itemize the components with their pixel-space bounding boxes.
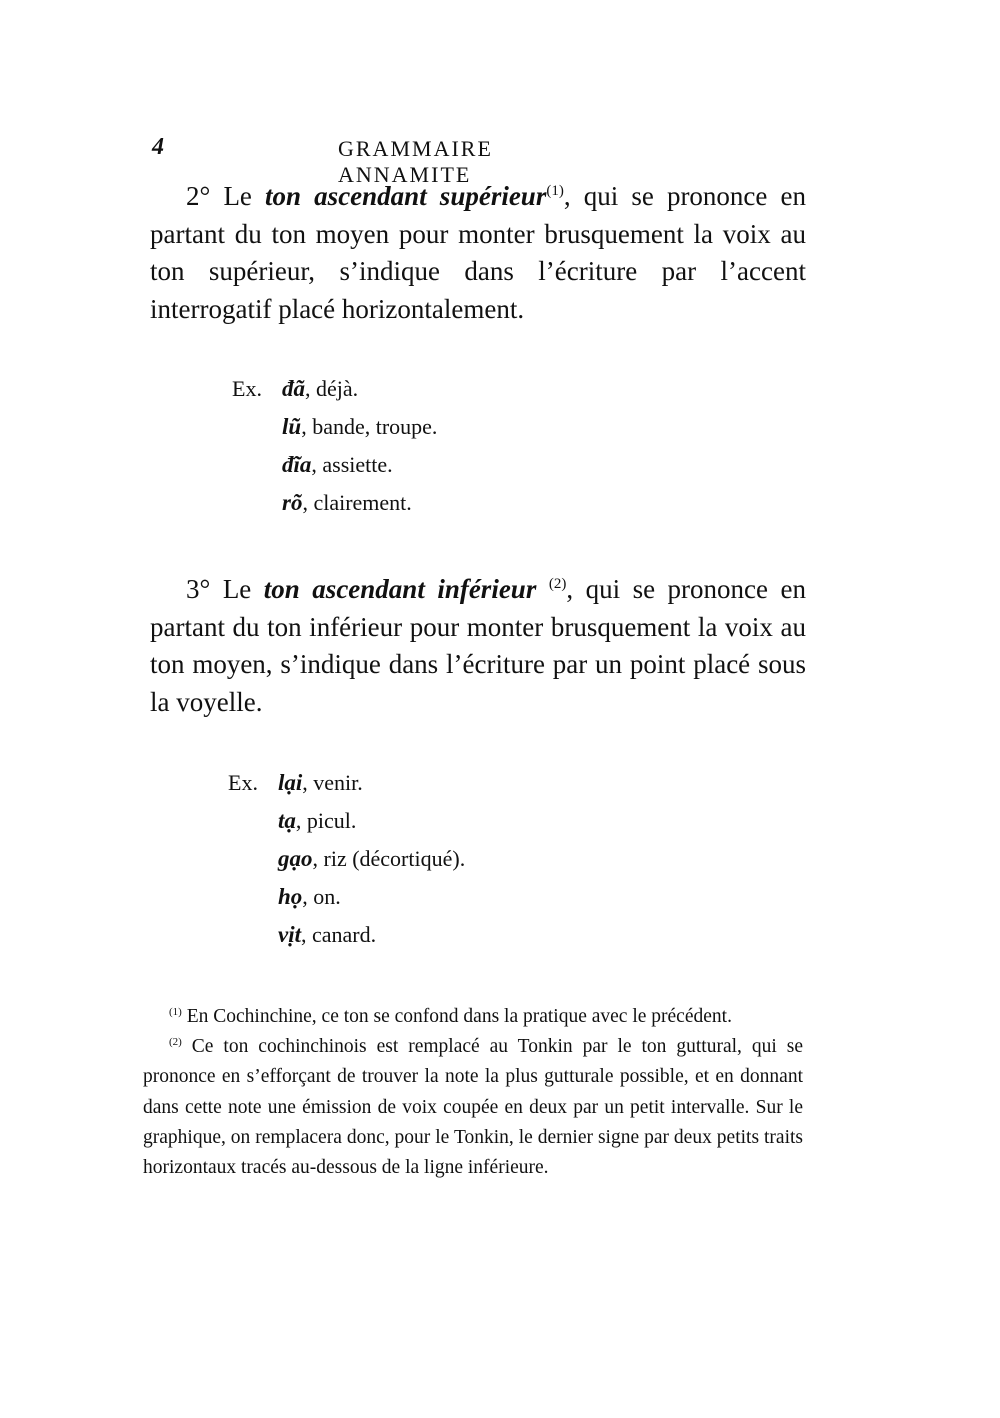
example-meaning: canard. bbox=[312, 922, 377, 947]
examples-lead: Ex. bbox=[232, 376, 262, 401]
footnote bbox=[143, 1002, 803, 1032]
example-word: đĩa bbox=[282, 452, 312, 477]
example-meaning: on. bbox=[313, 884, 341, 909]
paragraph-ton-ascendant-inferieur bbox=[150, 571, 806, 721]
example-word: đã bbox=[282, 376, 305, 401]
paragraph-ton-ascendant-superieur bbox=[150, 178, 806, 328]
example-meaning: riz (décortiqué). bbox=[323, 846, 466, 871]
paragraph-text: , qui se prononce en partant du ton inférieur pour monter brusquement la voix au ton moyen, s’indique dans l’écriture par un point placé sous la voyelle. bbox=[150, 574, 806, 717]
example-meaning: déjà. bbox=[316, 376, 359, 401]
footnote-text: En Cochinchine, ce ton se confond dans la pratique avec le précédent. bbox=[186, 1006, 732, 1027]
footnote-marker: (1) bbox=[169, 1006, 182, 1018]
example-word: tạ bbox=[278, 808, 296, 833]
example-word: lại bbox=[278, 770, 303, 795]
section-number: 3° bbox=[186, 574, 211, 604]
footnote-text: Ce ton cochinchinois est remplacé au Tonkin par le ton guttural, qui se prononce en s’efforçant de trouver la note la plus gutturale possible, et en donnant dans cette note une émission de voix coupée en deux par un petit intervalle. Sur le graphique, on remplacera donc, pour le Tonkin, le dernier signe par deux petits traits horizontaux tracés au-dessous de la ligne inférieure. bbox=[143, 1036, 803, 1179]
footnotes bbox=[143, 1002, 803, 1183]
footnote-marker: (2) bbox=[169, 1036, 182, 1049]
example-word: gạo bbox=[278, 846, 313, 871]
tone-term: ton ascendant supérieur bbox=[265, 181, 547, 211]
example-meaning: assiette. bbox=[322, 452, 393, 477]
page-number: 4 bbox=[152, 134, 164, 160]
article-word: Le bbox=[222, 574, 252, 604]
footnote-reference: (1) bbox=[546, 183, 564, 199]
example-meaning: picul. bbox=[306, 808, 357, 833]
footnote bbox=[143, 1032, 803, 1183]
paragraph-text: , qui se prononce en partant du ton moyen pour monter brusquement la voix au ton supérieur, s’indique dans l’écriture par l’accent interrogatif placé horizontalement. bbox=[150, 181, 807, 324]
article-word: Le bbox=[223, 181, 252, 211]
example-word: họ bbox=[278, 884, 303, 909]
examples-lead: Ex. bbox=[228, 770, 258, 795]
section-number: 2° bbox=[186, 181, 211, 211]
example-meaning: clairement. bbox=[313, 490, 412, 515]
example-meaning: venir. bbox=[313, 770, 363, 795]
example-word: vịt bbox=[278, 922, 301, 947]
example-meaning: bande, troupe. bbox=[312, 414, 438, 439]
page-header-title: GRAMMAIRE ANNAMITE bbox=[338, 136, 493, 187]
tone-term: ton ascendant inférieur bbox=[263, 574, 537, 604]
running-head bbox=[152, 134, 622, 187]
example-word: lũ bbox=[282, 414, 302, 439]
footnote-reference: (2) bbox=[548, 576, 567, 592]
book-page: 4 GRAMMAIRE ANNAMITE 2° Le ton ascendant supérieur$^{(1)}$, qui se prononce en partant du ton moyen pour monter brusquement la voix au ton supérieur, s’indique dans l’écriture par l’accent interrogatif placé horizontalement. Ex. đã, déjà. lũ, bande, troupe. đĩa, assiette. rõ, clairement. 3° Le ton ascendant inférieur $^{(2)}$, qui se prononce en partant du ton inférieur pour monter brusquement la voix au ton moyen, s’indique dans l’écriture par un point placé sous la voyelle. Ex. lại, venir. tạ, picul. gạo, riz (décortiqué). họ, on. vịt, canard. $^{(1)}$ En Cochinchine, ce ton se confond dans la pratique avec le précédent. $^{(2)}$ Ce ton cochinchinois est remplacé au Tonkin par le ton guttural, qui se prononce en s’efforçant de trouver la note la plus gutturale possible, et en donnant dans cette note une émission de voix coupée en deux par un petit intervalle. Sur le graphique, on remplacera donc, pour le Tonkin, le dernier signe par deux petits traits horizontaux tracés au-dessous de la ligne inférieure. bbox=[0, 0, 1000, 1418]
example-word: rõ bbox=[282, 490, 303, 515]
